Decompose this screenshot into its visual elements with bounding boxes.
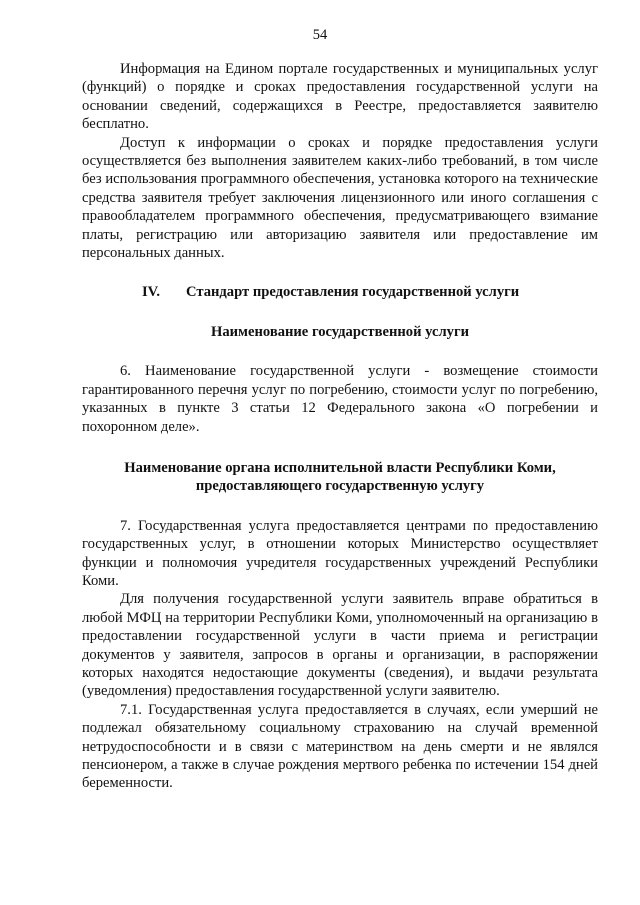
document-body bbox=[82, 60, 598, 793]
paragraph-mfc: Для получения государственной услуги заявитель вправе обратиться в любой МФЦ на территории Республики Коми, уполномоченный на организацию в предоставлении государственной услуги в части приема и регистрации документов у заявителя, запросов в органы и организации, в распоряжении которых находятся недостающие документы (сведения), и выдачи результата (уведомления) предоставления государственной услуги заявителю. bbox=[82, 591, 598, 700]
section-heading bbox=[82, 283, 598, 301]
subheading-service-name: Наименование государственной услуги bbox=[211, 323, 469, 340]
subheading-authority-line2: предоставляющего государственную услугу bbox=[195, 478, 485, 495]
paragraph-info-portal: Информация на Едином портале государственных и муниципальных услуг (функций) о порядке и сроках предоставления государственной услуги на основании сведений, содержащихся в Реестре, предоставляется заявителю бесплатно. bbox=[82, 61, 598, 133]
subheading-authority-line1: Наименование органа исполнительной власти Республики Коми, bbox=[124, 459, 556, 476]
page-number: 54 bbox=[312, 27, 328, 43]
paragraph-7-1: 7.1. Государственная услуга предоставляется в случаях, если умерший не подлежал обязательному социальному страхованию на случай временной нетрудоспособности и в связи с материнством на день смерти и не являлся пенсионером, а также в случае рождения мертвого ребенка по истечении 154 дней беременности. bbox=[82, 701, 598, 792]
paragraph-info-access: Доступ к информации о сроках и порядке предоставления услуги осуществляется без выполнения заявителем каких-либо требований, в том числе без использования программного обеспечения, установка которого на технические средства заявителя требует заключения лицензионного или иного соглашения с правообладателем программного обеспечения, предусматривающего взимание платы, регистрацию или авторизацию заявителя или предоставление им персональных данных. bbox=[82, 134, 598, 262]
section-title: Стандарт предоставления государственной услуги bbox=[186, 284, 520, 301]
paragraph-6: 6. Наименование государственной услуги - возмещение стоимости гарантированного перечня услуг по погребению, стоимости услуг по погребению, указанных в пункте 3 статьи 12 Федерального закона «О погребении и похоронном деле». bbox=[82, 363, 598, 435]
section-number: IV. bbox=[142, 284, 160, 301]
paragraph-7: 7. Государственная услуга предоставляется центрами по предоставлению государственных услуг, в отношении которых Министерство осуществляет функции и полномочия учредителя государственных учреждений Республики Коми. bbox=[82, 517, 598, 589]
